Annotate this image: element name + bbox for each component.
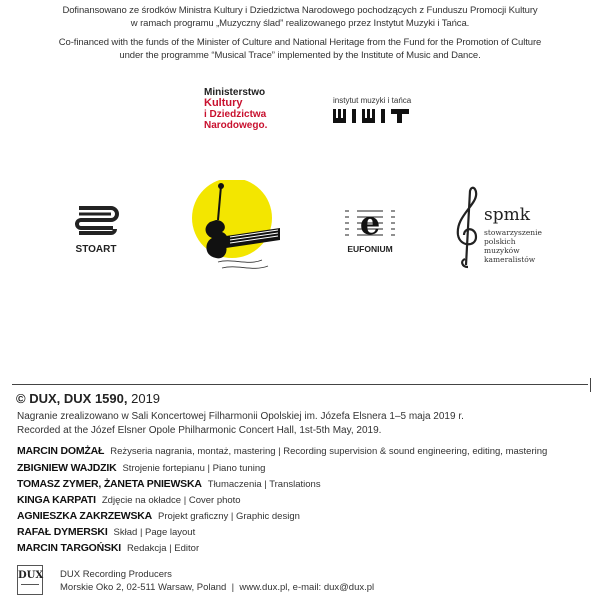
treble-clef-icon — [452, 185, 482, 271]
dux-logo-text: DUX — [18, 570, 44, 581]
violin-emblem-icon — [188, 180, 288, 280]
credit-name: MARCIN DOMŻAŁ — [17, 445, 105, 457]
credit-role: Reżyseria nagrania, montaż, mastering | Recording supervision & sound engineering, editing, mastering — [110, 446, 548, 457]
spmk-short: spmk — [484, 205, 531, 225]
eufonium-mark-icon — [343, 205, 397, 239]
svg-text:e: e — [359, 205, 381, 239]
copyright-line — [16, 391, 160, 406]
recording-en: Recorded at the Józef Elsner Opole Philharmonic Concert Hall, 1st-5th May, 2019. — [17, 425, 382, 436]
credit-role: Projekt graficzny | Graphic design — [158, 511, 300, 522]
spmk-line4: kameralistów — [484, 255, 536, 264]
festival-logo — [188, 180, 288, 280]
credit-row — [17, 477, 321, 492]
imit-logo — [333, 96, 417, 125]
credit-row — [17, 461, 265, 476]
credit-name: AGNIESZKA ZAKRZEWSKA — [17, 510, 153, 522]
credit-row — [17, 509, 300, 524]
copyright-year: 2019 — [131, 391, 161, 406]
ministry-logo-line3: i Dziedzictwa — [204, 109, 267, 120]
funding-pl-line2: w ramach programu „Muzyczny ślad” realizowanego przez Instytut Muzyki i Tańca. — [130, 18, 470, 29]
spmk-line2: polskich — [484, 237, 516, 246]
eufonium-label: EUFONIUM — [347, 244, 393, 254]
credit-role: Tłumaczenia | Translations — [207, 479, 321, 490]
credit-name: RAFAŁ DYMERSKI — [17, 526, 108, 538]
credit-role: Strojenie fortepianu | Piano tuning — [122, 463, 266, 474]
imit-mark-icon — [333, 109, 417, 125]
stoart-logo — [68, 205, 124, 255]
funding-en — [0, 36, 600, 62]
stoart-mark-icon — [71, 205, 121, 237]
eufonium-logo — [340, 205, 400, 254]
spmk-line3: muzyków — [484, 246, 520, 255]
spmk-full — [484, 228, 542, 264]
credit-row — [17, 525, 195, 540]
credit-role: Redakcja | Editor — [126, 543, 200, 554]
credit-name: ZBIGNIEW WAJDZIK — [17, 462, 117, 474]
funding-en-line2: under the programme “Musical Trace” implemented by the Institute of Music and Dance. — [119, 50, 481, 61]
credit-row — [17, 493, 241, 508]
imit-caption: instytut muzyki i tańca — [333, 96, 412, 105]
ministry-logo-line4: Narodowego. — [204, 120, 268, 131]
ministry-logo — [204, 87, 267, 131]
credit-name: MARCIN TARGOŃSKI — [17, 542, 121, 554]
funding-en-line1: Co-financed with the funds of the Minister of Culture and National Heritage from the Fund for the Promotion of Culture — [58, 37, 542, 48]
spmk-line1: stowarzyszenie — [484, 228, 542, 237]
divider-tick — [590, 378, 591, 392]
footer-line1: DUX Recording Producers — [60, 569, 172, 580]
credit-name: KINGA KARPATI — [17, 494, 96, 506]
copyright-label: DUX, DUX 1590, — [29, 391, 128, 406]
recording-pl: Nagranie zrealizowano w Sali Koncertowej Filharmonii Opolskiej im. Józefa Elsnera 1–5 maja 2019 r. — [17, 411, 464, 422]
credit-name: TOMASZ ZYMER, ŻANETA PNIEWSKA — [17, 478, 202, 490]
footer-info — [60, 568, 374, 594]
credit-role: Skład | Page layout — [113, 527, 196, 538]
recording-info — [17, 410, 464, 438]
footer-line2: Morskie Oko 2, 02-511 Warsaw, Poland | www.dux.pl, e-mail: dux@dux.pl — [60, 582, 375, 593]
credit-row — [17, 541, 199, 556]
ministry-logo-line1: Ministerstwo — [204, 87, 266, 98]
dux-logo-rule — [21, 584, 39, 585]
stoart-label: STOART — [75, 244, 117, 255]
divider-line — [12, 384, 588, 385]
funding-pl-line1: Dofinansowano ze środków Ministra Kultury i Dziedzictwa Narodowego pochodzących z Funduszu Promocji Kultury — [62, 5, 538, 16]
credit-row — [17, 444, 547, 459]
dux-logo — [17, 565, 43, 595]
funding-pl — [0, 4, 600, 30]
credit-role: Zdjęcie na okładce | Cover photo — [101, 495, 241, 506]
copyright-symbol: © — [16, 391, 26, 406]
ministry-logo-line2: Kultury — [204, 97, 243, 109]
